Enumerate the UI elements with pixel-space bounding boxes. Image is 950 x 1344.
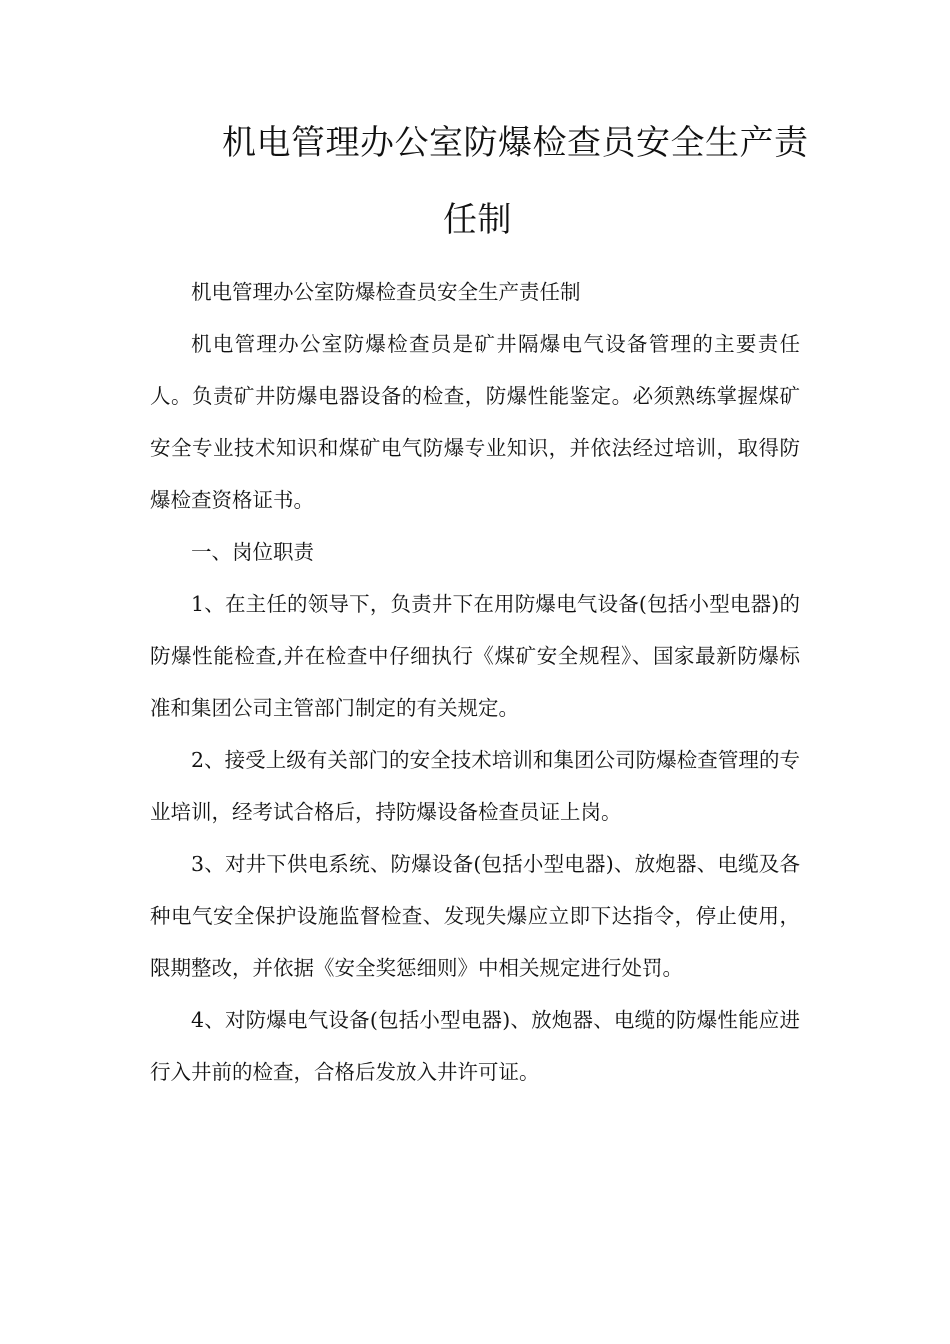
subtitle-paragraph: 机电管理办公室防爆检查员安全生产责任制 (191, 280, 581, 304)
duty-item-3: 3、对井下供电系统、防爆设备(包括小型电器)、放炮器、电缆及各种电气安全保护设施监督检查、发现失爆应立即下达指令，停止使用，限期整改，并依据《安全奖惩细则》中相关规定进行处罚。 (150, 852, 800, 980)
section-heading: 一、岗位职责 (191, 540, 314, 564)
duty-item-2: 2、接受上级有关部门的安全技术培训和集团公司防爆检查管理的专业培训，经考试合格后，持防爆设备检查员证上岗。 (150, 748, 800, 824)
document-body (150, 266, 800, 1098)
document-title-line-1: 机电管理办公室防爆检查员安全生产责 (222, 123, 809, 163)
document-title-line-2: 任制 (443, 200, 512, 240)
intro-paragraph: 机电管理办公室防爆检查员是矿井隔爆电气设备管理的主要责任人。负责矿井防爆电器设备的检查，防爆性能鉴定。必须熟练掌握煤矿安全专业技术知识和煤矿电气防爆专业知识，并依法经过培训，取得防爆检查资格证书。 (150, 332, 800, 512)
duty-item-4: 4、对防爆电气设备(包括小型电器)、放炮器、电缆的防爆性能应进行入井前的检查，合格后发放入井许可证。 (150, 1008, 800, 1084)
duty-item-1: 1、在主任的领导下，负责井下在用防爆电气设备(包括小型电器)的防爆性能检查,并在检查中仔细执行《煤矿安全规程》、国家最新防爆标准和集团公司主管部门制定的有关规定。 (150, 592, 800, 720)
